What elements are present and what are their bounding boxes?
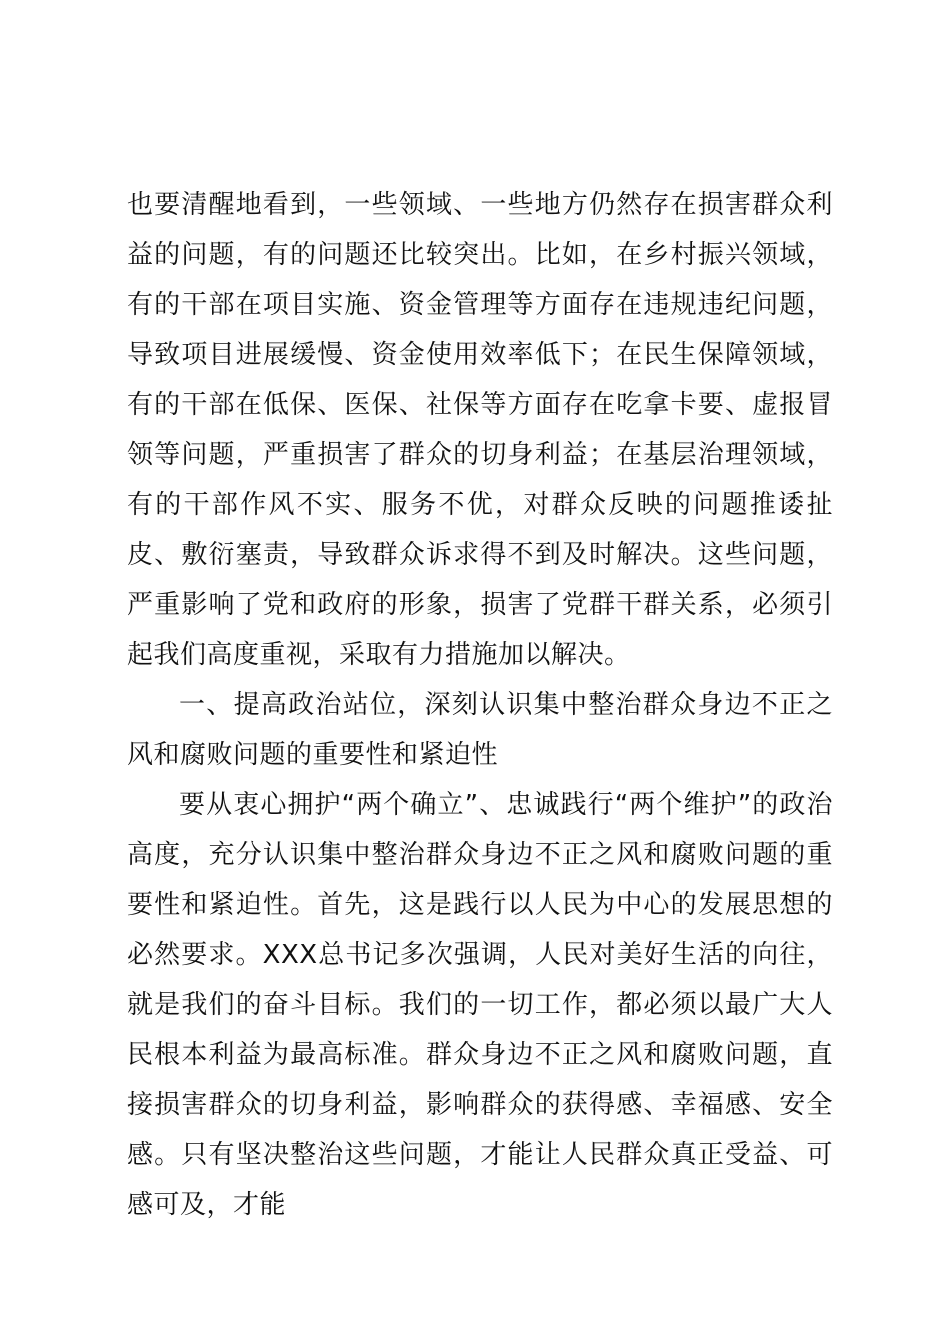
paragraph-section-1-body: 要从衷心拥护“两个确立”、忠诚践行“两个维护”的政治高度，充分认识集中整治群众身边不正之风和腐败问题的重要性和紧迫性。首先，这是践行以人民为中心的发展思想的必然要求。XXX总书记多次强调，人民对美好生活的向往，就是我们的奋斗目标。我们的一切工作，都必须以最广大人民根本利益为最高标准。群众身边不正之风和腐败问题，直接损害群众的切身利益，影响群众的获得感、幸福感、安全感。只有坚决整治这些问题，才能让人民群众真正受益、可感可及，才能 — [127, 790, 833, 1220]
document-page — [127, 180, 833, 1230]
section-heading: 一、提高政治站位，深刻认识集中整治群众身边不正之风和腐败问题的重要性和紧迫性 — [127, 690, 833, 770]
paragraph-intro-continuation: 也要清醒地看到，一些领域、一些地方仍然存在损害群众利益的问题，有的问题还比较突出。比如，在乡村振兴领域，有的干部在项目实施、资金管理等方面存在违规违纪问题，导致项目进展缓慢、资金使用效率低下；在民生保障领域，有的干部在低保、医保、社保等方面存在吃拿卡要、虚报冒领等问题，严重损害了群众的切身利益；在基层治理领域，有的干部作风不实、服务不优，对群众反映的问题推诿扯皮、敷衍塞责，导致群众诉求得不到及时解决。这些问题，严重影响了党和政府的形象，损害了党群干群关系，必须引起我们高度重视，采取有力措施加以解决。 — [127, 190, 833, 670]
